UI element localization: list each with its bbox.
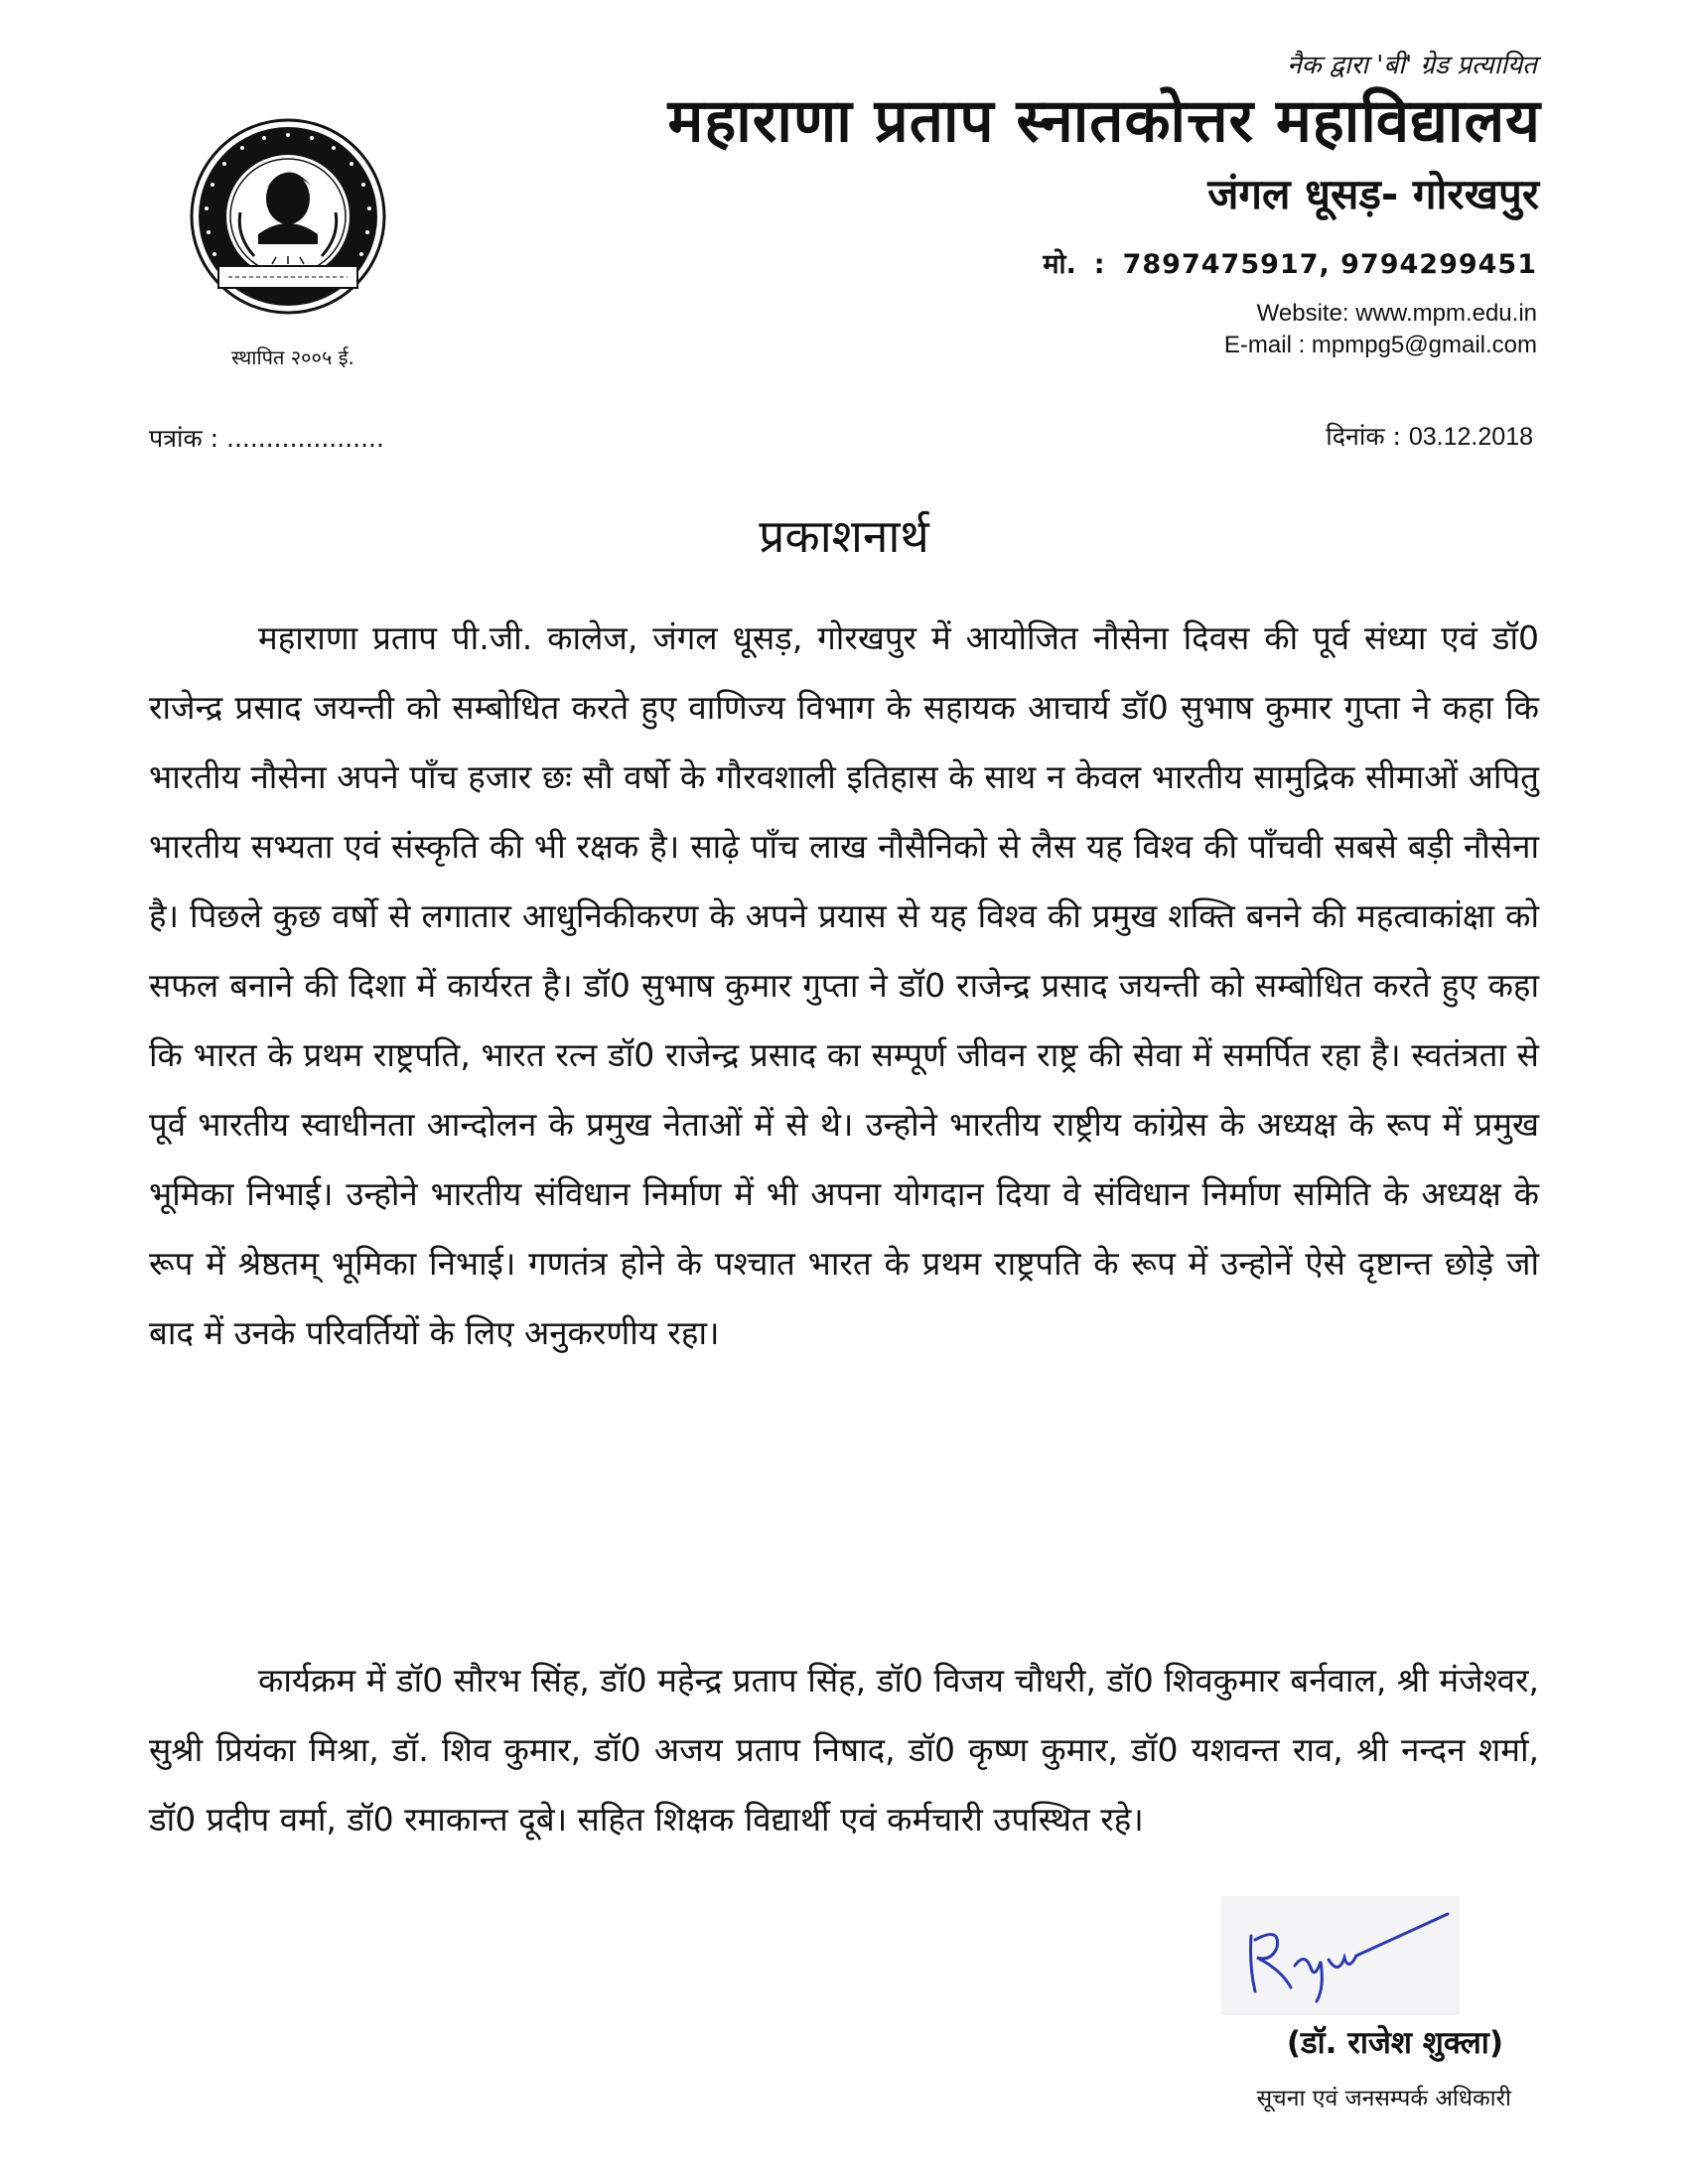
accreditation-line: नैक द्वारा 'बी' ग्रेड प्रत्यायित bbox=[1287, 51, 1537, 80]
established-caption: स्थापित २००५ ई. bbox=[231, 345, 354, 369]
letter-date bbox=[1326, 419, 1533, 453]
college-location: जंगल धूसड़- गोरखपुर bbox=[1207, 170, 1539, 218]
website-line: Website: www.mpm.edu.in bbox=[1256, 300, 1537, 327]
body-paragraph: महाराणा प्रताप पी.जी. कालेज, जंगल धूसड़, गोरखपुर में आयोजित नौसेना दिवस की पूर्व संध्या एवं डॉ0 राजेन्द्र प्रसाद जयन्ती को सम्बोधित करते हुए वाणिज्य विभाग के सहायक आचार्य डॉ0 सुभाष कुमार गुप्ता ने कहा कि भारतीय नौसेना अपने पाँच हजार छः सौ वर्षो के गौरवशाली इतिहास के साथ न केवल भारतीय सामुद्रिक सीमाओं अपितु भारतीय सभ्यता एवं संस्कृति की भी रक्षक है। साढ़े पाँच लाख नौसैनिको से लैस यह विश्व की पाँचवी सबसे बड़ी नौसेना है। पिछले कुछ वर्षो से लगातार आधुनिकीकरण के अपने प्रयास से यह विश्व की प्रमुख शक्ति बनने की महत्वाकांक्षा को सफल बनाने की दिशा में कार्यरत है। डॉ0 सुभाष कुमार गुप्ता ने डॉ0 राजेन्द्र प्रसाद जयन्ती को सम्बोधित करते हुए कहा कि भारत के प्रथम राष्ट्रपति, भारत रत्न डॉ0 राजेन्द्र प्रसाद का सम्पूर्ण जीवन राष्ट्र की सेवा में समर्पित रहा है। स्वतंत्रता से पूर्व भारतीय स्वाधीनता आन्दोलन के प्रमुख नेताओं में से थे। उन्होने भारतीय राष्ट्रीय कांग्रेस के अध्यक्ष के रूप में प्रमुख भूमिका निभाई। उन्होने भारतीय संविधान निर्माण में भी अपना योगदान दिया वे संविधान निर्माण समिति के अध्यक्ष के रूप में श्रेष्ठतम् भूमिका निभाई। गणतंत्र होने के पश्चात भारत के प्रथम राष्ट्रपति के रूप में उन्होनें ऐसे दृष्टान्त छोड़े जो बाद में उनके परिवर्तियों के लिए अनुकरणीय रहा। bbox=[149, 618, 1539, 1352]
phone-line bbox=[1043, 244, 1537, 281]
signatory-name: (डॉ. राजेश शुक्ला) bbox=[1286, 2025, 1503, 2061]
college-name: महाराणा प्रताप स्नातकोत्तर महाविद्यालय bbox=[667, 86, 1541, 156]
handwritten-signature-icon bbox=[1221, 1896, 1460, 2015]
phone-numbers: 7897475917, 9794299451 bbox=[1122, 249, 1537, 280]
page-title: प्रकाशनार्थ bbox=[759, 509, 929, 563]
date-separator: : bbox=[1392, 422, 1401, 451]
date-label: दिनांक bbox=[1326, 422, 1385, 451]
phone-separator: : bbox=[1093, 249, 1105, 280]
body-paragraph: कार्यक्रम में डॉ0 सौरभ सिंह, डॉ0 महेन्द्र प्रताप सिंह, डॉ0 विजय चौधरी, डॉ0 शिवकुमार बर्नवाल, श्री मंजेश्वर, सुश्री प्रियंका मिश्रा, डॉ. शिव कुमार, डॉ0 अजय प्रताप निषाद, डॉ0 कृष्ण कुमार, डॉ0 यशवन्त राव, श्री नन्दन शर्मा, डॉ0 प्रदीप वर्मा, डॉ0 रमाकान्त दूबे। सहित शिक्षक विद्यार्थी एवं कर्मचारी उपस्थित रहे। bbox=[149, 1661, 1539, 1839]
phone-label: मो. bbox=[1043, 249, 1076, 280]
signatory-designation: सूचना एवं जनसम्पर्क अधिकारी bbox=[1256, 2086, 1511, 2112]
reference-label: पत्रांक : bbox=[149, 424, 219, 453]
reference-number bbox=[149, 421, 384, 455]
date-value: 03.12.2018 bbox=[1408, 423, 1533, 451]
reference-value: .................... bbox=[226, 424, 384, 453]
email-line: E-mail : mpmpg5@gmail.com bbox=[1223, 332, 1537, 358]
college-emblem-icon bbox=[189, 117, 387, 316]
